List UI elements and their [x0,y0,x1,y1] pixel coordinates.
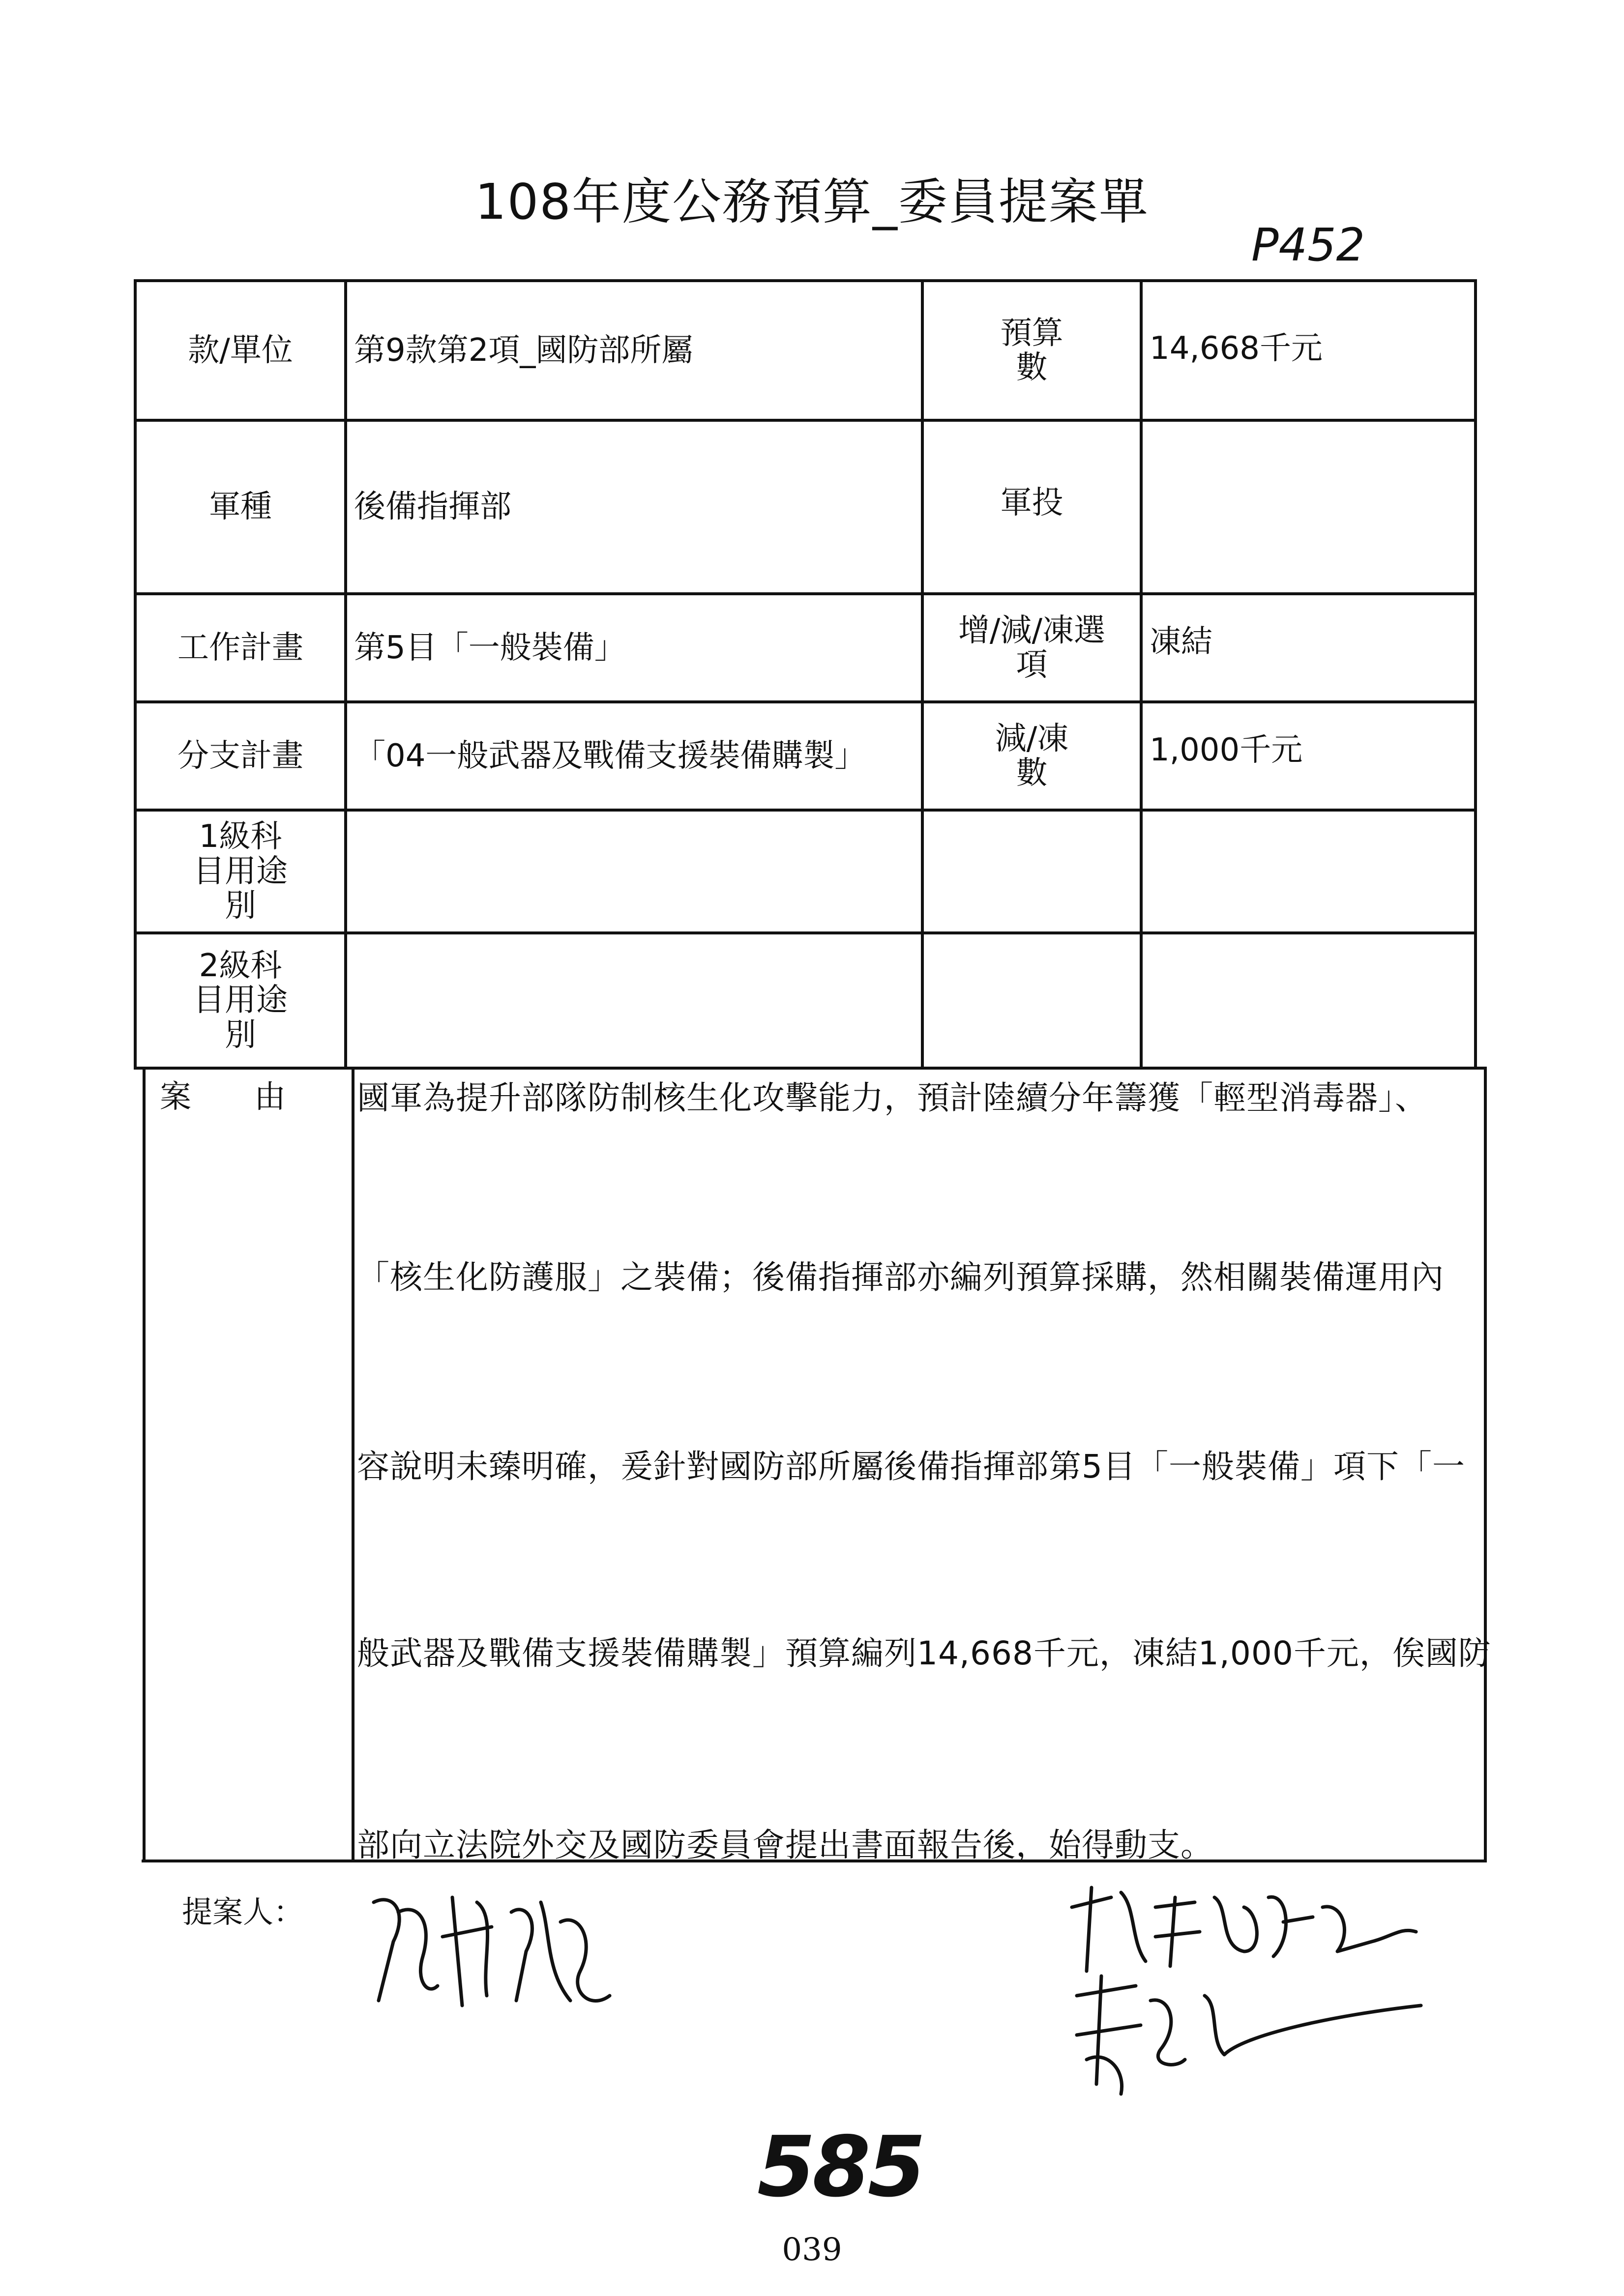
value-level1-item [347,812,921,931]
value-level2-extra [1143,934,1474,1067]
value-reduction-amount: 1,000千元 [1150,731,1303,768]
value-adjustment-option: 凍結 [1150,623,1212,660]
reason-line: 般武器及戰備支援裝備購製」預算編列14,668千元，凍結1,000千元，俟國防 [357,1634,1491,1672]
label-military-investment: 軍投 [1000,484,1063,521]
label-level2-extra [924,934,1140,1067]
value-level2-item [347,934,921,1067]
value-level1-extra [1143,812,1474,931]
proposer-label: 提案人： [182,1894,304,1930]
label-sub-plan: 分支計畫 [177,737,303,774]
label-work-plan: 工作計畫 [177,629,303,666]
label-level1-item: 1級科目用途別 [193,818,288,925]
page-title: 108年度公務預算_委員提案單 [475,173,1149,231]
reason-line: 國軍為提升部隊防制核生化攻擊能力，預計陸續分年籌獲「輕型消毒器」、 [357,1079,1428,1117]
value-sub-plan: 「04一般武器及戰備支援裝備購製」 [354,737,866,774]
signature-1-icon [364,1883,620,2030]
label-level1-extra [924,812,1140,931]
value-work-plan: 第5目「一般裝備」 [354,629,626,666]
page-number: 039 [782,2232,842,2268]
label-service-branch: 軍種 [209,489,272,525]
signature-2-icon [1057,1878,1441,2104]
value-military-investment [1143,422,1474,592]
label-reduction-amount: 減/凍數 [995,720,1069,791]
handwritten-number: 585 [757,2119,923,2216]
label-budget-amount: 預算數 [1000,315,1063,386]
reason-line: 「核生化防護服」之裝備；後備指揮部亦編列預算採購，然相關裝備運用內 [357,1258,1444,1296]
label-adjustment-option: 增/減/凍選項 [958,612,1106,683]
reason-line: 部向立法院外交及國防委員會提出書面報告後，始得動支。 [357,1826,1213,1864]
label-budget-unit: 款/單位 [188,332,293,369]
reason-line: 容說明未臻明確，爰針對國防部所屬後備指揮部第5目「一般裝備」項下「一 [357,1448,1465,1485]
label-level2-item: 2級科目用途別 [193,947,288,1053]
label-reason: 案 由 [160,1079,286,1115]
handwritten-page-ref: P452 [1251,219,1365,271]
value-service-branch: 後備指揮部 [354,489,511,525]
value-budget-unit: 第9款第2項_國防部所屬 [354,332,693,369]
value-budget-amount: 14,668千元 [1150,330,1323,367]
